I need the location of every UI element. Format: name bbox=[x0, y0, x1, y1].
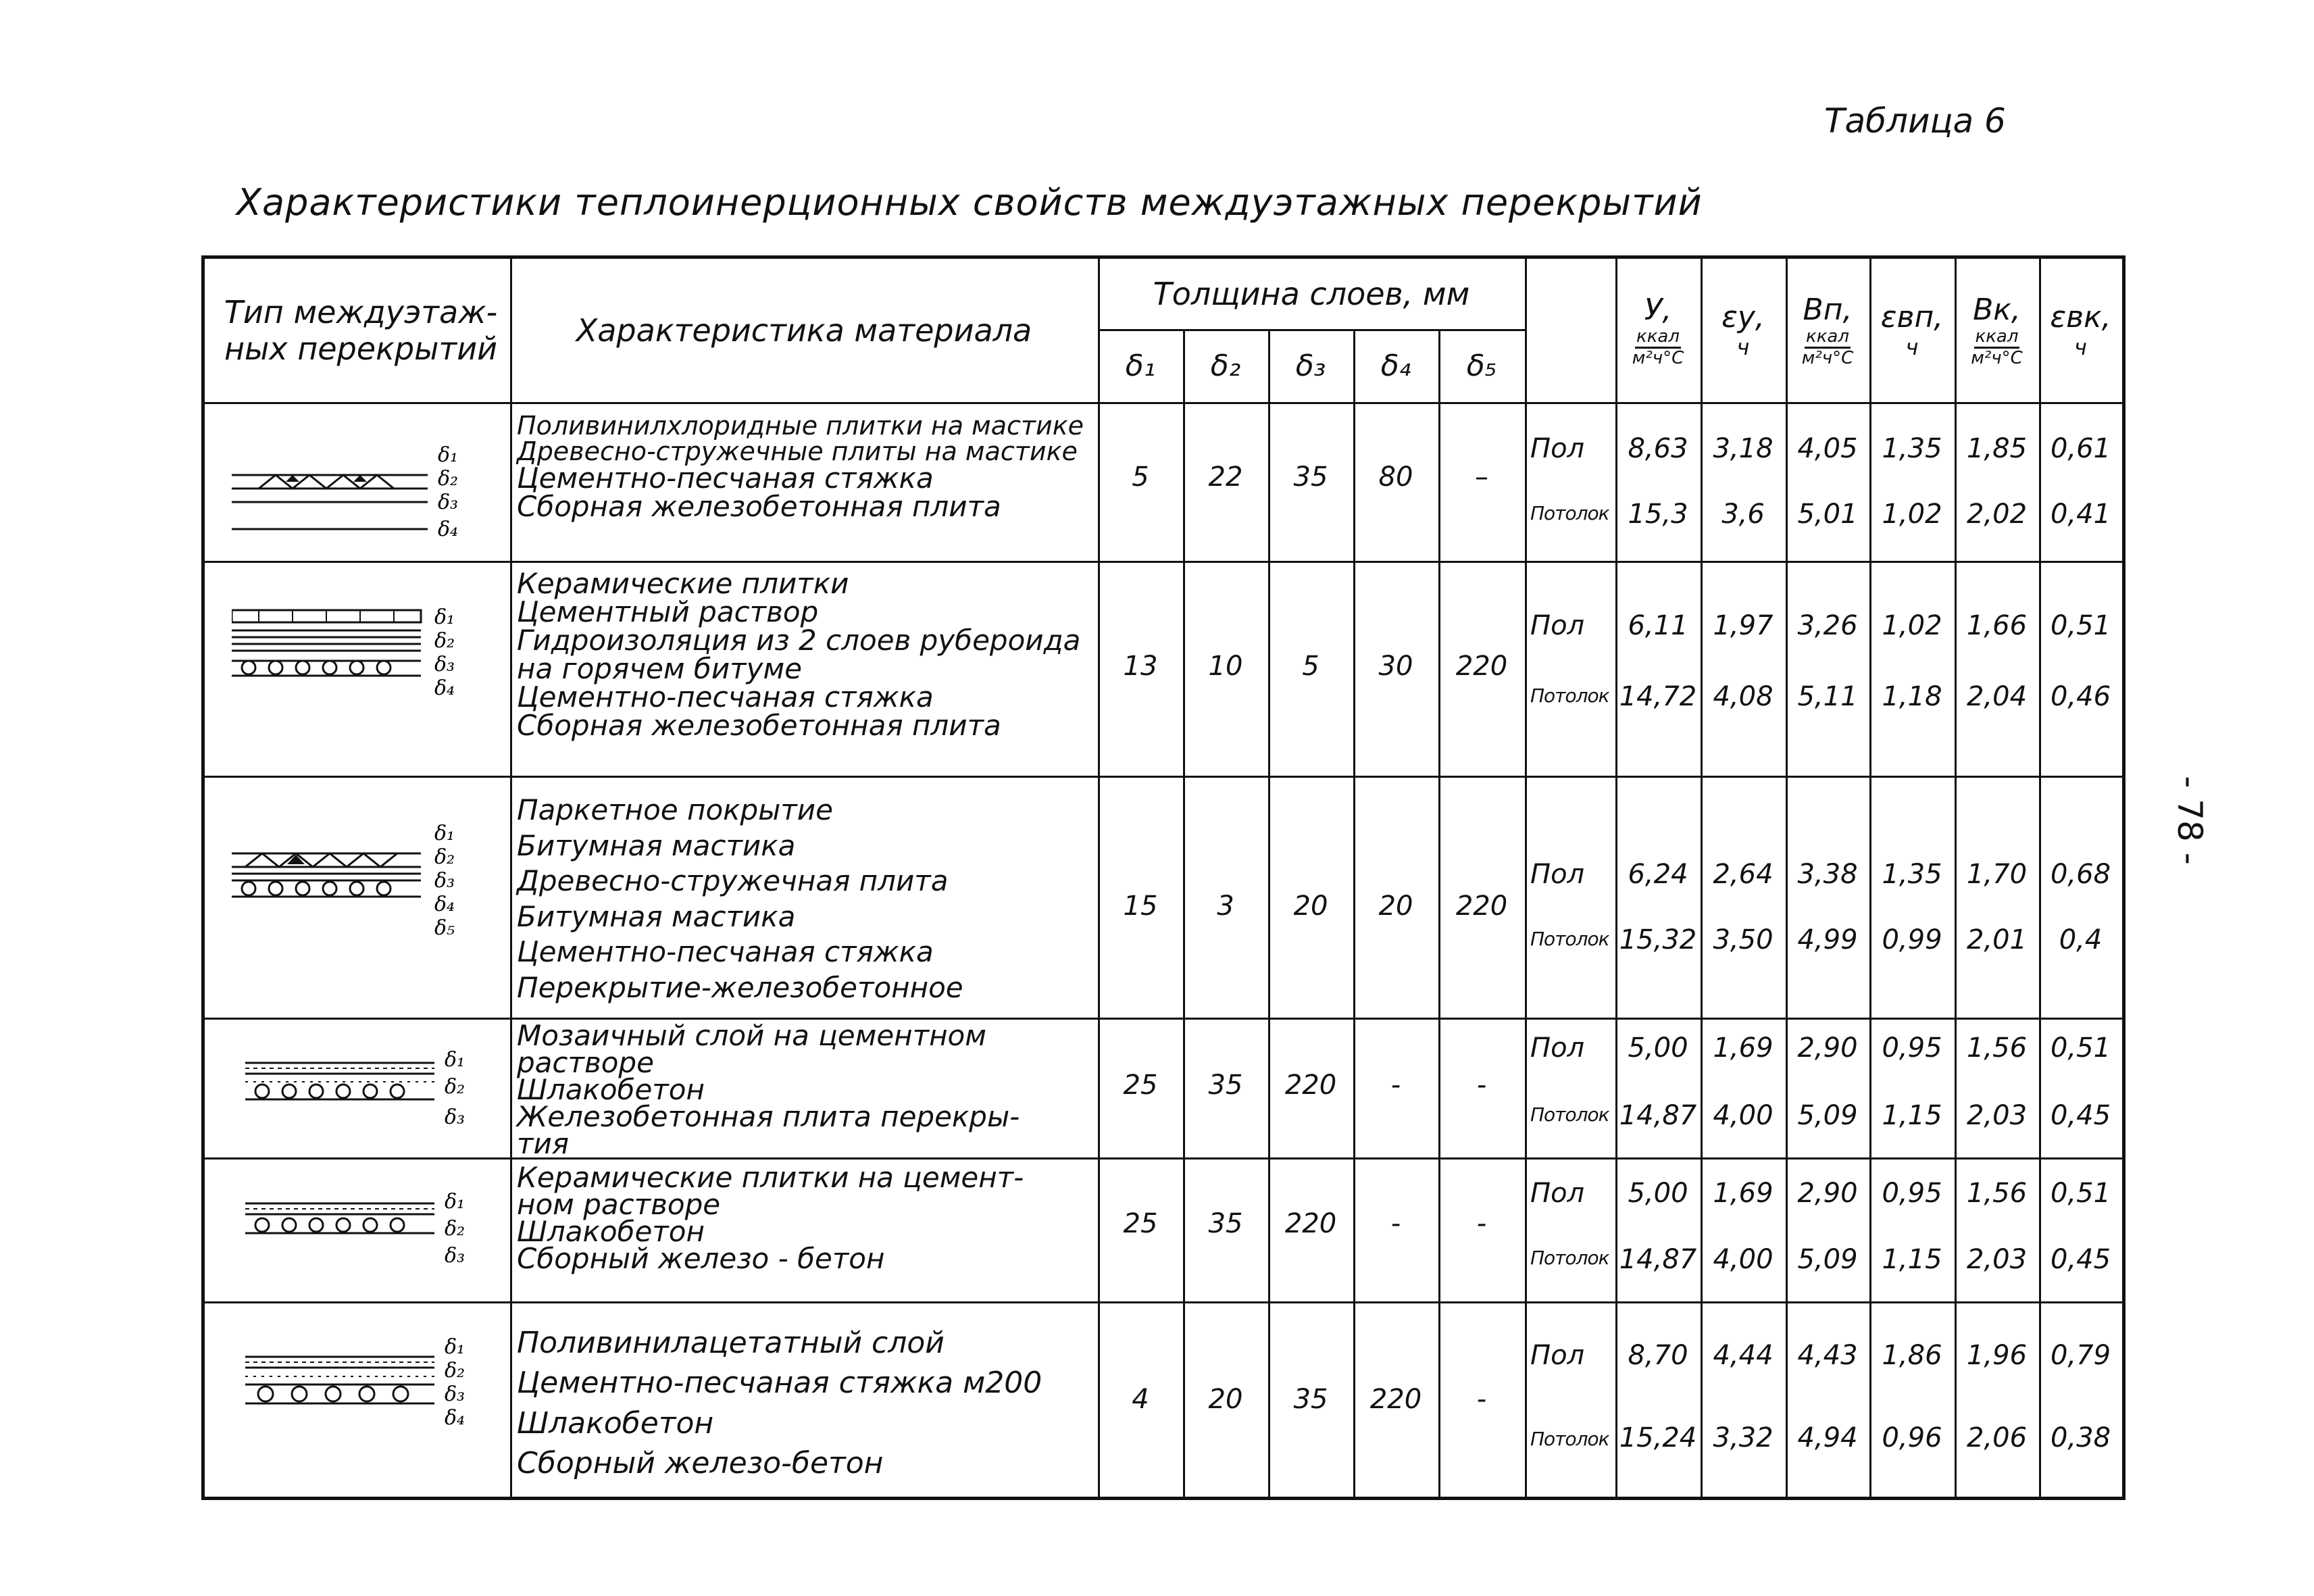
value-cell: 2,64 bbox=[1713, 859, 1774, 890]
value-cell: 4,00 bbox=[1713, 1100, 1774, 1131]
material-item: Сборная железобетонная плита bbox=[517, 490, 1001, 523]
layer-section-diagram bbox=[232, 813, 488, 989]
surface-label: Пол bbox=[1530, 1340, 1585, 1371]
value-cell: 5,09 bbox=[1797, 1244, 1858, 1275]
value-cell: 15,32 bbox=[1619, 924, 1697, 955]
thickness-cell: 15 bbox=[1123, 891, 1158, 922]
value-cell: 3,32 bbox=[1713, 1422, 1774, 1453]
thickness-cell: 5 bbox=[1132, 462, 1149, 493]
value-cell: 4,44 bbox=[1713, 1340, 1774, 1371]
grid-line bbox=[1525, 259, 1527, 1497]
svg-text:δ₂: δ₂ bbox=[434, 845, 455, 869]
surface-label: Потолок bbox=[1530, 684, 1609, 707]
value-cell: 2,06 bbox=[1966, 1422, 2028, 1453]
material-item: тия bbox=[517, 1126, 570, 1160]
thickness-cell: 35 bbox=[1208, 1208, 1243, 1239]
value-cell: 2,90 bbox=[1797, 1178, 1858, 1209]
value-cell: 6,11 bbox=[1628, 610, 1688, 641]
material-list bbox=[517, 413, 1084, 521]
surface-label: Потолок bbox=[1530, 1428, 1609, 1450]
material-item: Сборная железобетонная плита bbox=[517, 709, 1001, 742]
material-item: Мозаичный слой на цементном bbox=[517, 1019, 986, 1052]
value-cell: 0,51 bbox=[2050, 1032, 2111, 1064]
thickness-cell: 220 bbox=[1455, 651, 1508, 682]
svg-text:δ₃: δ₃ bbox=[434, 653, 455, 676]
material-item: Гидроизоляция из 2 слоев рубероида bbox=[517, 624, 1081, 657]
thickness-cell: 20 bbox=[1378, 891, 1413, 922]
value-cell: 14,72 bbox=[1619, 681, 1697, 712]
value-cell: 1,02 bbox=[1882, 499, 1942, 530]
header-y: У, $\frac{\text{ккал}}{\text{м²ч°С}}$ bbox=[1632, 292, 1684, 368]
value-cell: 2,03 bbox=[1966, 1100, 2028, 1131]
material-item: Поливинилацетатный слой bbox=[517, 1326, 945, 1360]
material-item: Цементно-песчаная стяжка bbox=[517, 680, 934, 714]
header-bp: Вп, $\frac{\text{ккал}}{\text{м²ч°С}}$ bbox=[1801, 292, 1854, 368]
value-cell: 0,79 bbox=[2050, 1340, 2111, 1371]
value-cell: 15,24 bbox=[1619, 1422, 1697, 1453]
header-delta-4: δ₄ bbox=[1380, 348, 1411, 383]
thickness-cell: - bbox=[1476, 1208, 1487, 1239]
value-cell: 0,61 bbox=[2050, 433, 2111, 464]
header-delta-5: δ₅ bbox=[1466, 348, 1497, 383]
value-cell: 2,03 bbox=[1966, 1244, 2028, 1275]
surface-label: Потолок bbox=[1530, 1103, 1609, 1126]
surface-label: Пол bbox=[1530, 859, 1585, 890]
data-table bbox=[201, 255, 2126, 1500]
material-item: Керамические плитки bbox=[517, 567, 849, 600]
value-cell: 0,51 bbox=[2050, 1178, 2111, 1209]
value-cell: 4,94 bbox=[1797, 1422, 1858, 1453]
value-cell: 1,96 bbox=[1966, 1340, 2028, 1371]
page-title: Характеристики теплоинерционных свойств междуэтажных перекрытий bbox=[236, 181, 1703, 224]
value-cell: 14,87 bbox=[1619, 1100, 1697, 1131]
value-cell: 1,86 bbox=[1882, 1340, 1942, 1371]
thickness-cell: - bbox=[1390, 1070, 1401, 1101]
svg-text:δ₁: δ₁ bbox=[445, 1335, 466, 1359]
surface-label: Потолок bbox=[1530, 1247, 1609, 1269]
thickness-cell: 220 bbox=[1284, 1070, 1337, 1101]
svg-text:δ₂: δ₂ bbox=[434, 629, 455, 653]
thickness-cell: 20 bbox=[1208, 1384, 1243, 1415]
value-cell: 6,24 bbox=[1628, 859, 1688, 890]
svg-text:δ₂: δ₂ bbox=[445, 1075, 466, 1099]
thickness-cell: - bbox=[1390, 1208, 1401, 1239]
value-cell: 1,70 bbox=[1966, 859, 2028, 890]
value-cell: 1,15 bbox=[1882, 1244, 1942, 1275]
svg-text:δ₁: δ₁ bbox=[445, 1048, 466, 1072]
grid-line bbox=[205, 1301, 2122, 1303]
material-item: Битумная мастика bbox=[517, 899, 796, 933]
svg-text:δ₅: δ₅ bbox=[434, 916, 455, 940]
value-cell: 15,3 bbox=[1628, 499, 1688, 530]
value-cell: 0,41 bbox=[2050, 499, 2111, 530]
material-list bbox=[517, 1019, 1020, 1160]
value-cell: 5,00 bbox=[1628, 1178, 1688, 1209]
material-item: Шлакобетон bbox=[517, 1214, 705, 1248]
value-cell: 4,99 bbox=[1797, 924, 1858, 955]
value-cell: 0,38 bbox=[2050, 1422, 2111, 1453]
value-cell: 5,11 bbox=[1797, 681, 1858, 712]
thickness-cell: 25 bbox=[1123, 1070, 1158, 1101]
layer-section-diagram bbox=[232, 1320, 488, 1468]
material-item: Древесно-стружечные плиты на мастике bbox=[517, 437, 1078, 466]
thickness-cell: 13 bbox=[1123, 651, 1158, 682]
surface-label: Пол bbox=[1530, 433, 1585, 464]
grid-line bbox=[205, 1157, 2122, 1159]
grid-line bbox=[205, 776, 2122, 778]
material-item: Керамические плитки на цемент- bbox=[517, 1161, 1024, 1194]
value-cell: 1,69 bbox=[1713, 1032, 1774, 1064]
surface-label: Потолок bbox=[1530, 502, 1609, 524]
material-item: Цементно-песчаная стяжка м200 bbox=[517, 1366, 1042, 1401]
layer-section-diagram bbox=[232, 411, 488, 553]
material-item: Цементный раствор bbox=[517, 595, 819, 628]
header-delta-3: δ₃ bbox=[1295, 348, 1326, 383]
material-item: ном растворе bbox=[517, 1187, 721, 1221]
value-cell: 0,96 bbox=[1882, 1422, 1942, 1453]
material-item: Цементно-песчаная стяжка bbox=[517, 935, 934, 968]
thickness-cell: 25 bbox=[1123, 1208, 1158, 1239]
value-cell: 2,90 bbox=[1797, 1032, 1858, 1064]
header-bk: Вк, $\frac{\text{ккал}}{\text{м²ч°С}}$ bbox=[1971, 292, 2023, 368]
value-cell: 1,35 bbox=[1882, 859, 1942, 890]
material-item: Шлакобетон bbox=[517, 1072, 705, 1106]
value-cell: 8,63 bbox=[1628, 433, 1688, 464]
value-cell: 4,05 bbox=[1797, 433, 1858, 464]
value-cell: 4,08 bbox=[1713, 681, 1774, 712]
layer-section-diagram bbox=[232, 1029, 488, 1151]
svg-text:δ₄: δ₄ bbox=[438, 518, 459, 541]
material-item: Сборный железо - бетон bbox=[517, 1241, 885, 1275]
material-list bbox=[517, 567, 1081, 742]
header-ebp: εвп, ч bbox=[1880, 300, 1944, 360]
layer-section-diagram bbox=[232, 576, 488, 752]
thickness-cell: 4 bbox=[1132, 1384, 1149, 1415]
svg-text:δ₄: δ₄ bbox=[434, 676, 455, 700]
grid-line bbox=[1098, 259, 1100, 1497]
thickness-cell: – bbox=[1475, 462, 1488, 493]
material-list bbox=[517, 1323, 1042, 1484]
material-item: Сборный железо-бетон bbox=[517, 1446, 884, 1481]
value-cell: 1,18 bbox=[1882, 681, 1942, 712]
value-cell: 0,68 bbox=[2050, 859, 2111, 890]
value-cell: 0,99 bbox=[1882, 924, 1942, 955]
value-cell: 2,02 bbox=[1966, 499, 2028, 530]
svg-text:δ₁: δ₁ bbox=[445, 1190, 466, 1214]
value-cell: 2,04 bbox=[1966, 681, 2028, 712]
thickness-cell: 22 bbox=[1208, 462, 1243, 493]
material-item: Древесно-стружечная плита bbox=[517, 864, 949, 897]
grid-line bbox=[205, 1018, 2122, 1020]
material-item: Паркетное покрытие bbox=[517, 793, 833, 826]
header-ebk: εвк, ч bbox=[2050, 300, 2111, 360]
material-list bbox=[517, 793, 963, 1005]
table-label: Таблица 6 bbox=[1824, 101, 2006, 141]
value-cell: 3,50 bbox=[1713, 924, 1774, 955]
svg-text:δ₃: δ₃ bbox=[434, 869, 455, 893]
value-cell: 0,95 bbox=[1882, 1032, 1942, 1064]
svg-text:δ₂: δ₂ bbox=[438, 467, 459, 491]
value-cell: 3,18 bbox=[1713, 433, 1774, 464]
value-cell: 0,45 bbox=[2050, 1100, 2111, 1131]
value-cell: 3,26 bbox=[1797, 610, 1858, 641]
header-ey: εу, ч bbox=[1721, 300, 1765, 360]
material-item: Цементно-песчаная стяжка bbox=[517, 462, 934, 495]
value-cell: 1,02 bbox=[1882, 610, 1942, 641]
svg-text:δ₁: δ₁ bbox=[434, 605, 455, 629]
value-cell: 0,4 bbox=[2059, 924, 2103, 955]
value-cell: 4,00 bbox=[1713, 1244, 1774, 1275]
thickness-cell: 35 bbox=[1293, 462, 1328, 493]
layer-section-diagram bbox=[232, 1171, 488, 1293]
material-item: Перекрытие-железобетонное bbox=[517, 970, 963, 1004]
value-cell: 1,85 bbox=[1966, 433, 2028, 464]
thickness-cell: - bbox=[1476, 1384, 1487, 1415]
value-cell: 1,97 bbox=[1713, 610, 1774, 641]
svg-text:δ₃: δ₃ bbox=[445, 1382, 466, 1406]
value-cell: 0,46 bbox=[2050, 681, 2111, 712]
thickness-cell: 80 bbox=[1378, 462, 1413, 493]
thickness-cell: 35 bbox=[1208, 1070, 1243, 1101]
material-list bbox=[517, 1161, 1024, 1275]
material-item: Шлакобетон bbox=[517, 1405, 714, 1441]
svg-text:δ₃: δ₃ bbox=[445, 1244, 466, 1268]
thickness-cell: 10 bbox=[1208, 651, 1243, 682]
header-thickness: Толщина слоев, мм bbox=[1153, 276, 1470, 312]
surface-label: Пол bbox=[1530, 1178, 1585, 1209]
thickness-cell: 20 bbox=[1293, 891, 1328, 922]
svg-text:δ₁: δ₁ bbox=[438, 443, 459, 467]
value-cell: 14,87 bbox=[1619, 1244, 1697, 1275]
value-cell: 8,70 bbox=[1628, 1340, 1688, 1371]
svg-text:δ₄: δ₄ bbox=[445, 1406, 466, 1430]
header-delta-2: δ₂ bbox=[1210, 348, 1241, 383]
page-number: - 78 - bbox=[2169, 776, 2209, 865]
svg-text:δ₃: δ₃ bbox=[438, 491, 459, 514]
value-cell: 1,15 bbox=[1882, 1100, 1942, 1131]
value-cell: 2,01 bbox=[1966, 924, 2028, 955]
grid-line bbox=[205, 402, 2122, 404]
surface-label: Пол bbox=[1530, 1032, 1585, 1064]
value-cell: 1,69 bbox=[1713, 1178, 1774, 1209]
value-cell: 0,51 bbox=[2050, 610, 2111, 641]
material-item: растворе bbox=[517, 1045, 654, 1079]
value-cell: 4,43 bbox=[1797, 1340, 1858, 1371]
surface-label: Потолок bbox=[1530, 928, 1609, 950]
svg-text:δ₂: δ₂ bbox=[445, 1359, 466, 1382]
thickness-cell: 220 bbox=[1284, 1208, 1337, 1239]
thickness-cell: 35 bbox=[1293, 1384, 1328, 1415]
value-cell: 1,56 bbox=[1966, 1178, 2028, 1209]
value-cell: 3,38 bbox=[1797, 859, 1858, 890]
svg-text:δ₁: δ₁ bbox=[434, 822, 455, 845]
value-cell: 1,56 bbox=[1966, 1032, 2028, 1064]
thickness-cell: 220 bbox=[1369, 1384, 1422, 1415]
thickness-cell: 3 bbox=[1217, 891, 1234, 922]
thickness-cell: 5 bbox=[1302, 651, 1319, 682]
value-cell: 0,95 bbox=[1882, 1178, 1942, 1209]
value-cell: 5,09 bbox=[1797, 1100, 1858, 1131]
svg-text:δ₃: δ₃ bbox=[445, 1105, 466, 1129]
material-item: Железобетонная плита перекры- bbox=[517, 1099, 1020, 1133]
header-material: Характеристика материала bbox=[576, 312, 1032, 349]
value-cell: 0,45 bbox=[2050, 1244, 2111, 1275]
svg-text:δ₂: δ₂ bbox=[445, 1217, 466, 1241]
header-type: Тип междуэтаж-ных перекрытий bbox=[224, 294, 498, 367]
header-delta-1: δ₁ bbox=[1125, 348, 1156, 383]
material-item: Битумная мастика bbox=[517, 828, 796, 862]
surface-label: Пол bbox=[1530, 610, 1585, 641]
value-cell: 1,35 bbox=[1882, 433, 1942, 464]
material-item: на горячем битуме bbox=[517, 652, 802, 685]
thickness-cell: 30 bbox=[1378, 651, 1413, 682]
thickness-cell: 220 bbox=[1455, 891, 1508, 922]
grid-line bbox=[510, 259, 512, 1497]
value-cell: 5,01 bbox=[1797, 499, 1858, 530]
value-cell: 5,00 bbox=[1628, 1032, 1688, 1064]
svg-text:δ₄: δ₄ bbox=[434, 893, 455, 916]
value-cell: 1,66 bbox=[1966, 610, 2028, 641]
grid-line bbox=[205, 561, 2122, 563]
thickness-cell: - bbox=[1476, 1070, 1487, 1101]
material-item: Поливинилхлоридные плитки на мастике bbox=[517, 411, 1084, 441]
value-cell: 3,6 bbox=[1721, 499, 1765, 530]
